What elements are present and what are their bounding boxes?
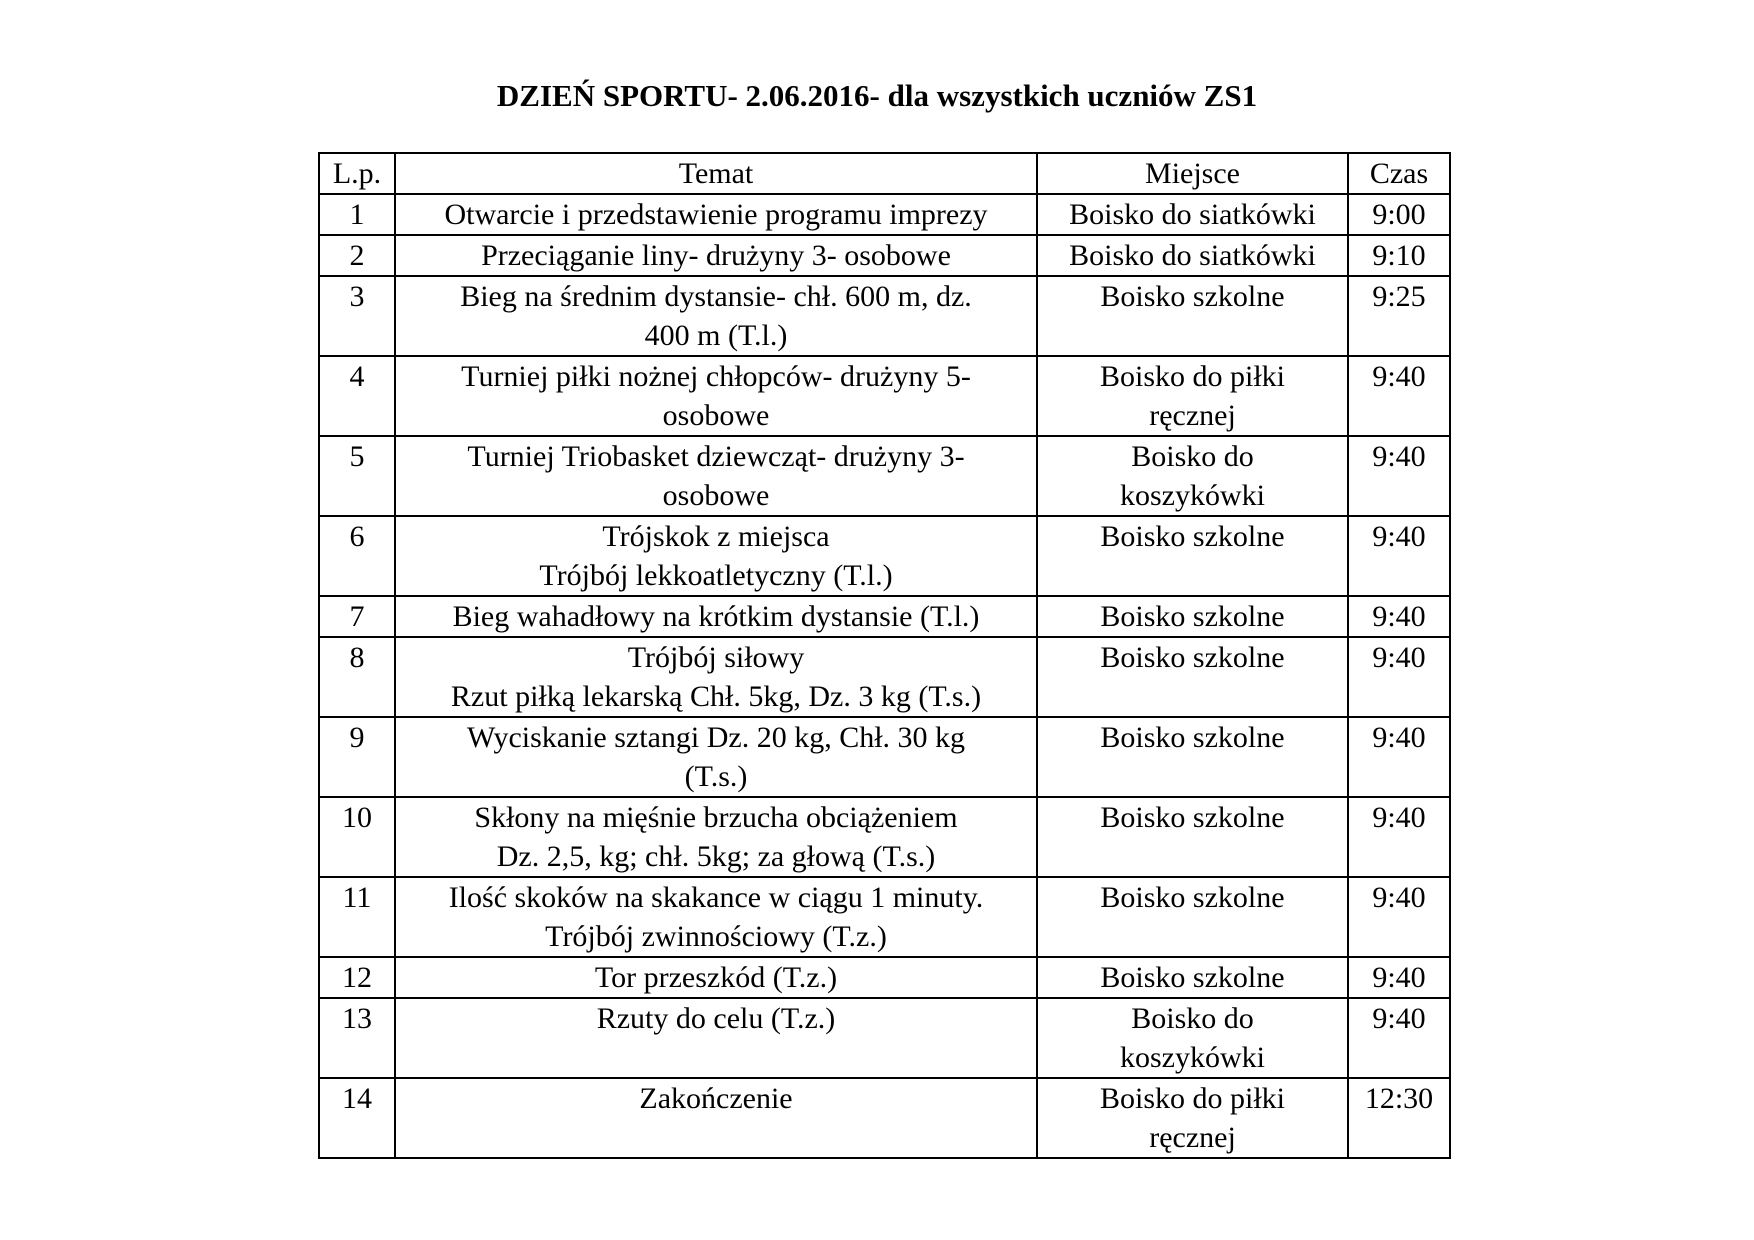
- cell-lp: 13: [319, 998, 395, 1078]
- cell-temat: [395, 596, 1037, 637]
- temat-line: Rzut piłką lekarską Chł. 5kg, Dz. 3 kg (T.s.): [450, 680, 982, 713]
- cell-miejsce: [1037, 356, 1348, 436]
- cell-czas: 9:40: [1348, 436, 1450, 516]
- temat-line: Zakończenie: [639, 1082, 793, 1115]
- miejsce-line: ręcznej: [1149, 1121, 1236, 1154]
- miejsce-line: Boisko szkolne: [1100, 961, 1285, 994]
- cell-lp: 14: [319, 1078, 395, 1158]
- cell-czas: 9:40: [1348, 596, 1450, 637]
- miejsce-line: Boisko do piłki: [1099, 1082, 1286, 1115]
- cell-czas: 9:00: [1348, 194, 1450, 235]
- cell-lp: 6: [319, 516, 395, 596]
- temat-line: Trójbój siłowy: [627, 641, 805, 674]
- miejsce-line: Boisko szkolne: [1100, 881, 1285, 914]
- temat-line: (T.s.): [684, 760, 748, 793]
- table-row: [319, 877, 1450, 957]
- cell-miejsce: [1037, 957, 1348, 998]
- cell-czas: 12:30: [1348, 1078, 1450, 1158]
- table-row: [319, 717, 1450, 797]
- miejsce-line: Boisko szkolne: [1100, 280, 1285, 313]
- cell-miejsce: [1037, 998, 1348, 1078]
- cell-temat: [395, 194, 1037, 235]
- cell-czas: 9:25: [1348, 276, 1450, 356]
- cell-lp: 5: [319, 436, 395, 516]
- miejsce-line: Boisko szkolne: [1100, 641, 1285, 674]
- cell-czas: 9:40: [1348, 356, 1450, 436]
- cell-czas: 9:40: [1348, 516, 1450, 596]
- table-row: [319, 235, 1450, 276]
- page-title: DZIEŃ SPORTU- 2.06.2016- dla wszystkich uczniów ZS1: [496, 78, 1258, 113]
- temat-line: osobowe: [662, 479, 770, 512]
- temat-line: Turniej Triobasket dziewcząt- drużyny 3-: [467, 440, 965, 473]
- table-row: [319, 596, 1450, 637]
- table-row: [319, 998, 1450, 1078]
- miejsce-line: Boisko szkolne: [1100, 600, 1285, 633]
- temat-line: Wyciskanie sztangi Dz. 20 kg, Chł. 30 kg: [466, 721, 966, 754]
- temat-line: Turniej piłki nożnej chłopców- drużyny 5-: [461, 360, 971, 393]
- table-row: [319, 957, 1450, 998]
- schedule-table: [318, 152, 1451, 1159]
- cell-lp: 10: [319, 797, 395, 877]
- table-row: [319, 276, 1450, 356]
- cell-czas: 9:40: [1348, 998, 1450, 1078]
- cell-miejsce: [1037, 436, 1348, 516]
- temat-line: Dz. 2,5, kg; chł. 5kg; za głową (T.s.): [496, 840, 936, 873]
- temat-line: Przeciąganie liny- drużyny 3- osobowe: [481, 239, 951, 272]
- temat-line: Bieg wahadłowy na krótkim dystansie (T.l.): [452, 600, 980, 633]
- cell-temat: [395, 1078, 1037, 1158]
- temat-line: Trójskok z miejsca: [602, 520, 830, 553]
- cell-lp: 7: [319, 596, 395, 637]
- cell-miejsce: [1037, 194, 1348, 235]
- cell-miejsce: [1037, 717, 1348, 797]
- temat-line: Tor przeszkód (T.z.): [594, 961, 838, 994]
- cell-temat: [395, 516, 1037, 596]
- cell-temat: [395, 276, 1037, 356]
- cell-miejsce: [1037, 1078, 1348, 1158]
- cell-lp: 12: [319, 957, 395, 998]
- table-row: [319, 436, 1450, 516]
- miejsce-line: Boisko do: [1131, 440, 1254, 473]
- cell-czas: 9:40: [1348, 877, 1450, 957]
- cell-temat: [395, 235, 1037, 276]
- cell-miejsce: [1037, 516, 1348, 596]
- table-row: [319, 356, 1450, 436]
- cell-miejsce: [1037, 797, 1348, 877]
- temat-line: Trójbój lekkoatletyczny (T.l.): [539, 559, 893, 592]
- cell-temat: [395, 356, 1037, 436]
- table-header-row: [319, 153, 1450, 194]
- cell-czas: 9:40: [1348, 957, 1450, 998]
- cell-temat: [395, 637, 1037, 717]
- temat-line: Otwarcie i przedstawienie programu imprezy: [444, 198, 988, 231]
- cell-temat: [395, 957, 1037, 998]
- temat-line: osobowe: [662, 399, 770, 432]
- miejsce-line: ręcznej: [1149, 399, 1236, 432]
- temat-line: Ilość skoków na skakance w ciągu 1 minuty.: [448, 881, 984, 914]
- table-body: [319, 194, 1450, 1158]
- cell-lp: 1: [319, 194, 395, 235]
- cell-temat: [395, 998, 1037, 1078]
- table-row: [319, 1078, 1450, 1158]
- temat-line: Rzuty do celu (T.z.): [596, 1002, 836, 1035]
- temat-line: 400 m (T.l.): [644, 319, 788, 352]
- cell-miejsce: [1037, 877, 1348, 957]
- cell-miejsce: [1037, 235, 1348, 276]
- cell-lp: 4: [319, 356, 395, 436]
- cell-czas: 9:40: [1348, 797, 1450, 877]
- header-czas: Czas: [1348, 153, 1450, 194]
- cell-lp: 9: [319, 717, 395, 797]
- cell-lp: 2: [319, 235, 395, 276]
- header-miejsce: Miejsce: [1037, 153, 1348, 194]
- miejsce-line: Boisko do piłki: [1099, 360, 1286, 393]
- header-lp: L.p.: [319, 153, 395, 194]
- cell-czas: 9:40: [1348, 717, 1450, 797]
- table-row: [319, 516, 1450, 596]
- miejsce-line: Boisko szkolne: [1100, 520, 1285, 553]
- miejsce-line: Boisko do siatkówki: [1069, 198, 1316, 231]
- miejsce-line: koszykówki: [1120, 479, 1265, 512]
- cell-miejsce: [1037, 276, 1348, 356]
- header-temat: Temat: [395, 153, 1037, 194]
- temat-line: Trójbój zwinnościowy (T.z.): [545, 920, 887, 953]
- table-row: [319, 194, 1450, 235]
- miejsce-line: koszykówki: [1120, 1041, 1265, 1074]
- cell-lp: 11: [319, 877, 395, 957]
- cell-temat: [395, 436, 1037, 516]
- temat-line: Bieg na średnim dystansie- chł. 600 m, dz.: [460, 280, 972, 313]
- table-row: [319, 637, 1450, 717]
- cell-miejsce: [1037, 637, 1348, 717]
- cell-temat: [395, 797, 1037, 877]
- table-row: [319, 797, 1450, 877]
- cell-czas: 9:40: [1348, 637, 1450, 717]
- miejsce-line: Boisko do siatkówki: [1069, 239, 1316, 272]
- miejsce-line: Boisko szkolne: [1100, 721, 1285, 754]
- miejsce-line: Boisko szkolne: [1100, 801, 1285, 834]
- temat-line: Skłony na mięśnie brzucha obciążeniem: [474, 801, 958, 834]
- cell-miejsce: [1037, 596, 1348, 637]
- cell-lp: 8: [319, 637, 395, 717]
- cell-czas: 9:10: [1348, 235, 1450, 276]
- cell-temat: [395, 877, 1037, 957]
- cell-lp: 3: [319, 276, 395, 356]
- cell-temat: [395, 717, 1037, 797]
- miejsce-line: Boisko do: [1131, 1002, 1254, 1035]
